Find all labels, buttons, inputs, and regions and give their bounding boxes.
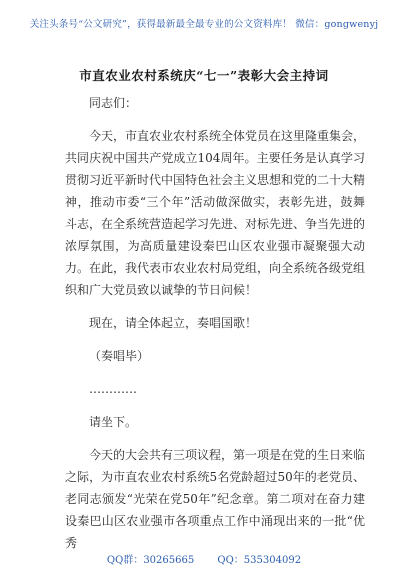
paragraph-anthem-done: （奏唱毕）	[89, 349, 150, 363]
header-promo-note: 关注头条号“公文研究”，获得最新最全最专业的公文资料库！ 微信：gongwenyj	[29, 19, 379, 30]
footer-qq: QQ：535304092	[217, 555, 302, 566]
paragraph-opening: 今天，市直农业农村系统全体党员在这里隆重集会，共同庆祝中国共产党成立104周年。主要任务是认真学习贯彻习近平新时代中国特色社会主义思想和党的二十大精神，推动市委“三个年”活动做深做实，表彰先进，鼓舞斗志，在全系统营造起学习先进、对标先进、争当先进的浓厚氛围，为高质量建设秦巴山区农业强市凝聚强大动力。在此，我代表市农业农村局党组，向全系统各级党组织和广大党员致以诚挚的节日问候！	[65, 129, 366, 297]
paragraph-ellipsis: …………	[89, 382, 137, 396]
document-body	[65, 90, 365, 554]
salutation: 同志们：	[89, 96, 138, 110]
paragraph-anthem: 现在，请全体起立，奏唱国歌！	[89, 316, 258, 330]
footer-contact	[0, 551, 408, 566]
paragraph-be-seated: 请坐下。	[89, 415, 138, 429]
paragraph-agenda: 今天的大会共有三项议程，第一项是在党的生日来临之际，为市直农业农村系统5名党龄超过50年的老党员、老同志颁发“光荣在党50年”纪念章。第二项对在奋力建设秦巴山区农业强市各项重点工作中涌现出来的一批“优秀	[65, 448, 366, 550]
document-title: 市直农业农村系统庆“七一”表彰大会主持词	[79, 68, 329, 83]
footer-qq-group: QQ群：30265665	[106, 555, 195, 566]
